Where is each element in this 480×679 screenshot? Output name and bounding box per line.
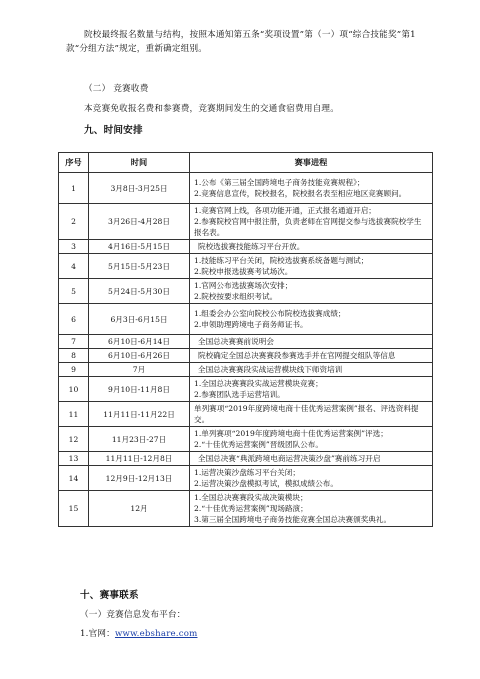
platform-subheading: （一）竞赛信息发布平台：	[80, 610, 186, 620]
row-number: 5	[59, 279, 89, 304]
row-time: 6月3日-6月15日	[89, 304, 190, 335]
table-row	[59, 173, 433, 204]
row-process	[190, 204, 433, 240]
header-process: 赛事进程	[190, 153, 433, 173]
process-line: 2.申领助理跨境电子商务师证书。	[194, 320, 308, 329]
row-time: 5月15日-5月23日	[89, 254, 190, 279]
row-number: 14	[59, 466, 89, 491]
table-row	[59, 377, 433, 402]
table-row	[59, 427, 433, 452]
row-time: 3月26日-4月28日	[89, 204, 190, 240]
row-process	[190, 491, 433, 527]
row-number: 2	[59, 204, 89, 240]
table-row	[59, 491, 433, 527]
table-row	[59, 402, 433, 427]
process-line: 1.全国总决赛赛段实战决策模块；	[194, 493, 308, 502]
row-process	[190, 335, 433, 349]
intro-paragraph: 院校最终报名数量与结构，按照本通知第五条“奖项设置”第（一）项“综合技能奖”第1款“分组方法”规定，重新确定组别。	[66, 30, 416, 54]
row-time: 7月	[89, 363, 190, 377]
row-number: 13	[59, 452, 89, 466]
row-time: 5月24日-5月30日	[89, 279, 190, 304]
row-number: 7	[59, 335, 89, 349]
header-no: 序号	[59, 153, 89, 173]
process-line: 2.参赛团队选手运营培训。	[194, 390, 285, 399]
website-link[interactable]: www.ebshare.com	[114, 629, 198, 639]
row-process	[190, 466, 433, 491]
row-time: 6月10日-6月14日	[89, 335, 190, 349]
process-line: 1.组委会办公室向院校公布院校选拔赛成绩；	[194, 309, 346, 318]
table-row	[59, 466, 433, 491]
row-process	[190, 279, 433, 304]
row-process	[190, 402, 433, 427]
process-line: 院校确定全国总决赛赛段参赛选手并在官网提交组队等信息	[198, 351, 396, 360]
row-process	[190, 363, 433, 377]
row-number: 15	[59, 491, 89, 527]
row-process	[190, 377, 433, 402]
row-number: 6	[59, 304, 89, 335]
schedule-table	[58, 152, 433, 527]
table-row	[59, 279, 433, 304]
process-line: 1.单列赛项“2019年度跨境电商十佳优秀运营案例”评选；	[194, 429, 388, 438]
table-row	[59, 204, 433, 240]
section-10-heading: 十、赛事联系	[80, 590, 139, 601]
process-line: 1.运营决策沙盘练习平台关闭；	[194, 468, 300, 477]
row-time: 11月11日-11月22日	[89, 402, 190, 427]
row-number: 10	[59, 377, 89, 402]
row-time: 11月23日-27日	[89, 427, 190, 452]
row-number: 1	[59, 173, 89, 204]
row-process	[190, 304, 433, 335]
row-process	[190, 349, 433, 363]
row-number: 9	[59, 363, 89, 377]
process-line: 院校选拔赛技能练习平台开放。	[198, 242, 305, 251]
schedule-table-body	[59, 173, 433, 527]
row-time: 12月	[89, 491, 190, 527]
table-row	[59, 254, 433, 279]
table-row	[59, 363, 433, 377]
process-line: 全国总决赛赛段实战运营模块线下师资培训	[198, 365, 343, 374]
row-time: 6月10日-6月26日	[89, 349, 190, 363]
process-line: 1.技能练习平台关闭，院校选拔赛系统备题与测试；	[194, 256, 369, 265]
row-time: 4月16日-5月15日	[89, 240, 190, 254]
row-process	[190, 240, 433, 254]
process-line: 2.院校按要求组织考试。	[194, 292, 278, 301]
row-number: 11	[59, 402, 89, 427]
table-row	[59, 452, 433, 466]
row-number: 4	[59, 254, 89, 279]
process-line: 单列赛项“2019年度跨境电商十佳优秀运营案例”报名、评选资料提交。	[194, 404, 419, 424]
table-header-row	[59, 153, 433, 173]
process-line: 1.竞赛官网上线，各项功能开通，正式报名通道开启；	[194, 206, 376, 215]
row-number: 3	[59, 240, 89, 254]
process-line: 1.公布《第三届全国跨境电子商务技能竞赛规程》；	[194, 178, 365, 187]
row-time: 11月11日-12月8日	[89, 452, 190, 466]
row-process	[190, 254, 433, 279]
process-line: 2.“十佳优秀运营案例”晋级团队公布。	[194, 440, 323, 449]
fees-subheading: （二） 竞赛收费	[84, 84, 149, 94]
row-process	[190, 427, 433, 452]
table-row	[59, 304, 433, 335]
website-label: 1.官网：	[80, 629, 115, 639]
process-line: 2.参赛院校官网中报注册，负责老师在官网提交参与选拔赛院校学生报名表。	[194, 217, 422, 237]
row-time: 9月10日-11月8日	[89, 377, 190, 402]
website-line	[80, 627, 440, 641]
table-row	[59, 240, 433, 254]
row-number: 12	[59, 427, 89, 452]
row-time: 12月9日-12月13日	[89, 466, 190, 491]
process-line: 2.竞赛信息宣传，院校报名，院校报名表至相应地区竞赛顾问。	[194, 189, 407, 198]
process-line: 3.第三届全国跨境电子商务技能竞赛全国总决赛颁奖典礼。	[194, 515, 392, 524]
table-row	[59, 335, 433, 349]
process-line: 2.院校申报选拔赛考试场次。	[194, 267, 293, 276]
process-line: 全国总决赛赛前说明会	[198, 337, 274, 346]
process-line: 全国总决赛“典派跨境电商运营决策沙盘”赛前练习开启	[198, 454, 381, 463]
process-line: 1.全国总决赛赛段实战运营模块竞赛；	[194, 379, 323, 388]
section-9-heading: 九、时间安排	[84, 125, 143, 136]
process-line: 1.官网公布选拔赛场次安排；	[194, 281, 293, 290]
header-time: 时间	[89, 153, 190, 173]
fees-text: 本竞赛免收报名费和参赛费，竞赛期间发生的交通食宿费用自理。	[84, 104, 340, 114]
row-time: 3月8日-3月25日	[89, 173, 190, 204]
row-process	[190, 173, 433, 204]
process-line: 2.“十佳优秀运营案例”现场路演；	[194, 504, 308, 513]
row-process	[190, 452, 433, 466]
row-number: 8	[59, 349, 89, 363]
table-row	[59, 349, 433, 363]
process-line: 2.运营决策沙盘模拟考试，模拟成绩公布。	[194, 479, 338, 488]
